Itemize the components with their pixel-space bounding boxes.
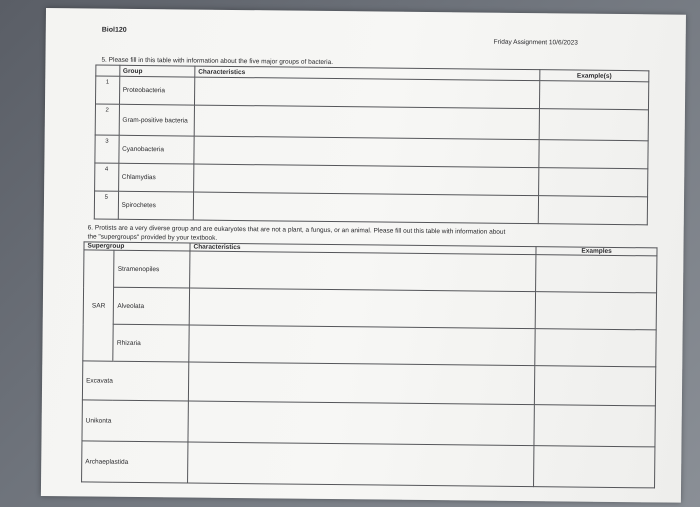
course-title: Biol120 bbox=[101, 26, 127, 34]
characteristics-cell[interactable] bbox=[194, 136, 539, 168]
examples-cell[interactable] bbox=[539, 168, 648, 197]
subgroup-name: Rhizaria bbox=[113, 324, 189, 362]
characteristics-cell[interactable] bbox=[188, 362, 535, 405]
table-row bbox=[82, 441, 655, 488]
row-number: 4 bbox=[95, 163, 119, 191]
examples-cell[interactable] bbox=[535, 292, 656, 330]
table-row bbox=[82, 361, 655, 406]
examples-cell[interactable] bbox=[538, 196, 647, 225]
group-name: Proteobacteria bbox=[119, 76, 195, 105]
header-supergroup: Supergroup bbox=[84, 242, 190, 251]
question-6-prompt-line1: 6. Protists are a very diverse group and are eukaryotes that are not a plant, a fungus, or an animal. Please fill out this table with information about bbox=[87, 224, 506, 236]
table-row bbox=[84, 250, 657, 293]
examples-cell[interactable] bbox=[535, 329, 656, 367]
characteristics-cell[interactable] bbox=[193, 192, 538, 224]
header-group: Group bbox=[119, 65, 194, 77]
characteristics-cell[interactable] bbox=[193, 164, 538, 196]
header-examples: Example(s) bbox=[540, 70, 649, 82]
assignment-date: Friday Assignment 10/6/2023 bbox=[493, 38, 578, 47]
question-5-prompt: 5. Please fill in this table with information about the five major groups of bacteria. bbox=[101, 56, 334, 67]
row-number: 1 bbox=[95, 76, 119, 104]
bacteria-table bbox=[94, 65, 650, 226]
subgroup-name: Stramenopiles bbox=[114, 250, 190, 288]
characteristics-cell[interactable] bbox=[194, 105, 539, 140]
header-num bbox=[96, 65, 120, 76]
examples-cell[interactable] bbox=[539, 81, 648, 110]
characteristics-cell[interactable] bbox=[188, 401, 535, 446]
header-characteristics: Characteristics bbox=[195, 66, 540, 81]
supergroup-name: Archaeplastida bbox=[82, 441, 188, 483]
group-name: Spirochetes bbox=[118, 191, 194, 220]
examples-cell[interactable] bbox=[539, 140, 648, 169]
examples-cell[interactable] bbox=[539, 109, 648, 141]
table-row bbox=[83, 287, 656, 330]
characteristics-cell[interactable] bbox=[189, 325, 536, 366]
characteristics-cell[interactable] bbox=[188, 442, 535, 487]
question-6-prompt-line2: the "supergroups" provided by your textbook. bbox=[87, 233, 218, 242]
characteristics-cell[interactable] bbox=[194, 77, 539, 109]
characteristics-cell[interactable] bbox=[189, 288, 536, 329]
examples-cell[interactable] bbox=[534, 405, 655, 447]
row-number: 3 bbox=[95, 135, 119, 163]
examples-cell[interactable] bbox=[535, 366, 656, 406]
header-characteristics: Characteristics bbox=[190, 243, 536, 255]
header-examples: Examples bbox=[536, 247, 657, 256]
table-row bbox=[82, 400, 655, 447]
sar-label: SAR bbox=[83, 250, 115, 361]
examples-cell[interactable] bbox=[536, 255, 657, 293]
subgroup-name: Alveolata bbox=[114, 287, 190, 325]
table-row bbox=[83, 324, 656, 367]
examples-cell[interactable] bbox=[534, 446, 655, 488]
row-number: 2 bbox=[95, 104, 119, 135]
group-name: Chlamydias bbox=[118, 163, 194, 192]
supergroup-name: Unikonta bbox=[82, 400, 188, 442]
supergroup-name: Excavata bbox=[82, 361, 188, 401]
characteristics-cell[interactable] bbox=[190, 251, 537, 292]
group-name: Cyanobacteria bbox=[118, 135, 194, 164]
supergroup-table bbox=[81, 241, 657, 488]
group-name: Gram-positive bacteria bbox=[119, 104, 195, 136]
row-number: 5 bbox=[94, 191, 118, 219]
worksheet-page bbox=[41, 8, 686, 503]
table-row bbox=[94, 191, 647, 225]
